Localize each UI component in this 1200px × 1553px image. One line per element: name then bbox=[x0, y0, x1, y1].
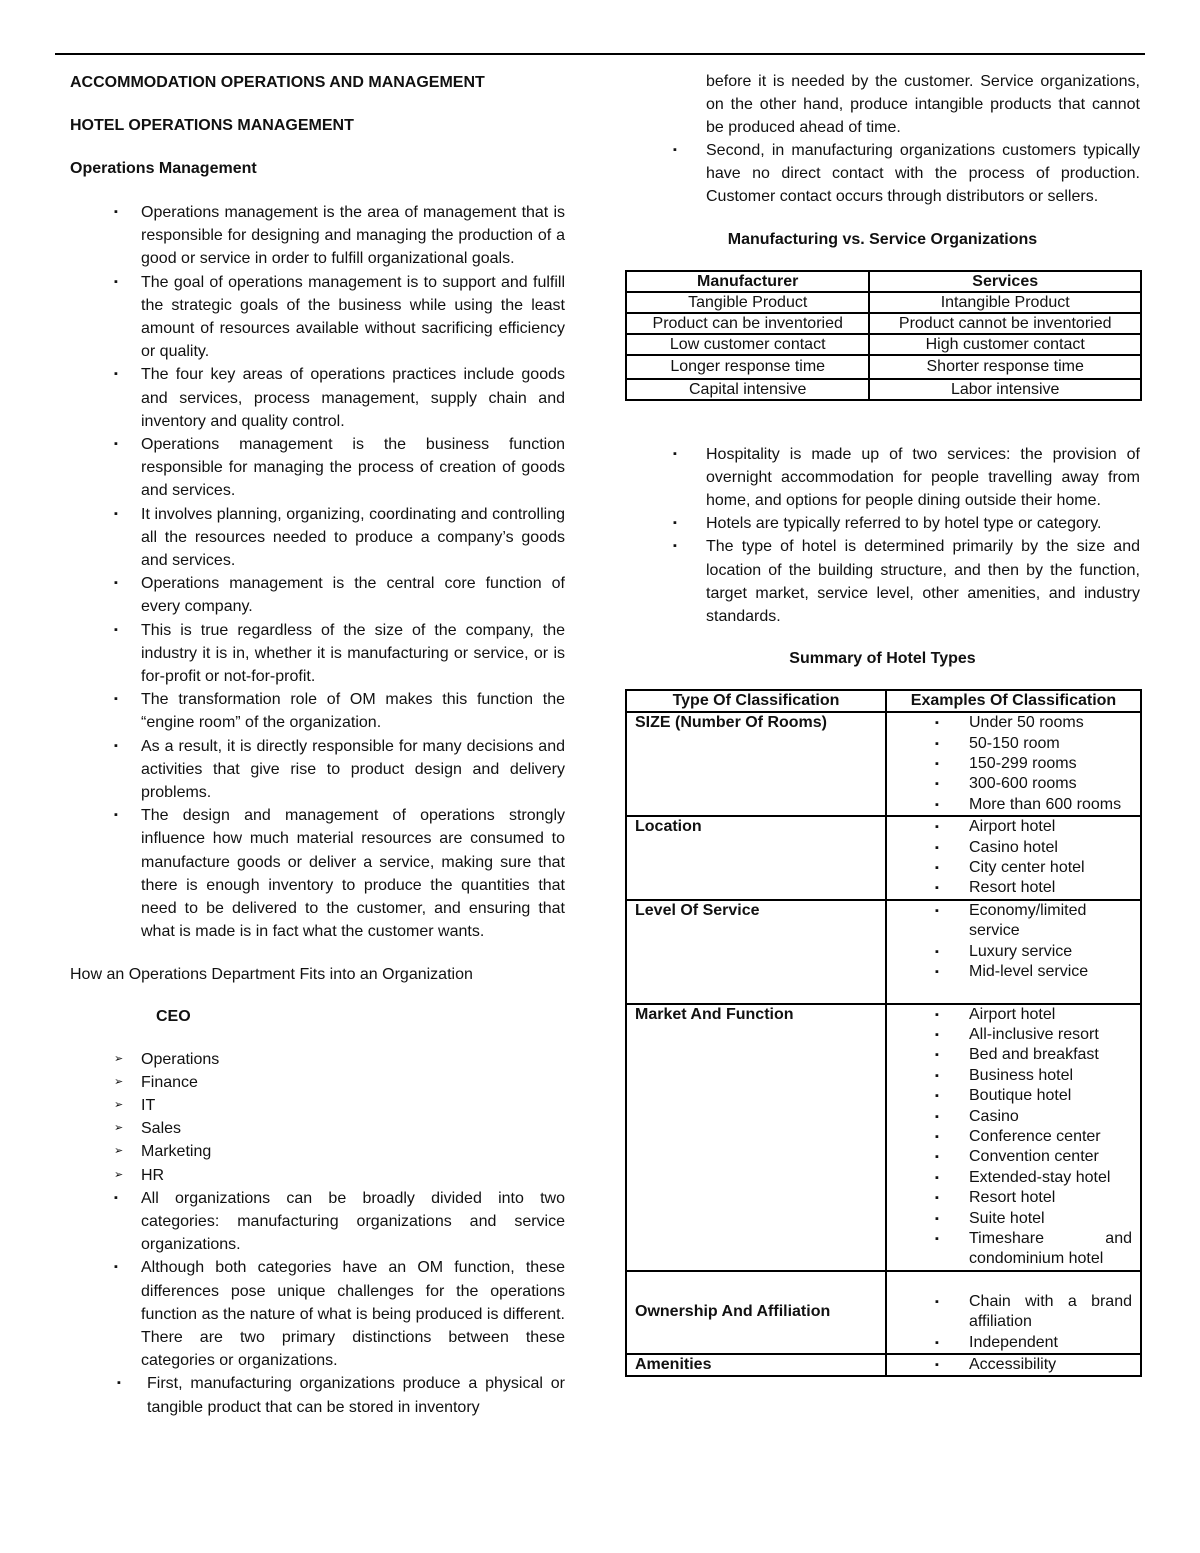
arrow-bullet-icon: ➢ bbox=[114, 1145, 124, 1158]
mvs-heading: Manufacturing vs. Service Organizations bbox=[727, 230, 1038, 248]
list-item: ▪ Conference center bbox=[895, 1127, 1132, 1147]
arrow-bullet-icon: ➢ bbox=[114, 1168, 124, 1181]
list-item: ▪ Resort hotel bbox=[895, 878, 1132, 898]
bullet-icon: ▪ bbox=[673, 144, 677, 156]
bullet-icon: ▪ bbox=[935, 1090, 939, 1103]
table-cell: Product can be inventoried bbox=[626, 313, 869, 334]
table-cell: Labor intensive bbox=[869, 379, 1141, 400]
classification-examples bbox=[886, 1004, 1141, 1271]
hotel-types-table bbox=[625, 689, 1142, 1377]
list-item: ▪ Boutique hotel bbox=[895, 1086, 1132, 1106]
table-header-row bbox=[626, 690, 1141, 712]
list-item: ▪ 150-299 rooms bbox=[895, 754, 1132, 774]
bullet-icon: ▪ bbox=[673, 517, 677, 530]
bullet-icon: ▪ bbox=[935, 1192, 939, 1205]
list-item: ▪ Timeshare and condominium hotel bbox=[935, 1229, 1132, 1268]
table-row bbox=[626, 1004, 1141, 1271]
table-row bbox=[626, 900, 1141, 1004]
bullet-icon: ▪ bbox=[114, 438, 118, 451]
list-item: ▪ Economy/limited service bbox=[935, 901, 1087, 940]
classification-examples bbox=[886, 1354, 1141, 1376]
right-column bbox=[625, 70, 1140, 1377]
list-item: ▪ Airport hotel bbox=[895, 1005, 1132, 1025]
list-item: ▪ Although both categories have an OM function, these differences pose unique challenges for the operations function as the nature of what is being produced is different. There are two primary distinctions between these categories or organizations. bbox=[70, 1256, 565, 1372]
list-item: ▪ More than 600 rooms bbox=[895, 795, 1132, 815]
bullet-icon: ▪ bbox=[935, 1049, 939, 1062]
classification-type: Market And Function bbox=[626, 1004, 886, 1271]
table-cell: Product cannot be inventoried bbox=[869, 313, 1141, 334]
bullet-icon: ▪ bbox=[935, 1151, 939, 1164]
table-row bbox=[626, 816, 1141, 900]
bullet-icon: ▪ bbox=[935, 1069, 939, 1082]
arrow-bullet-icon: ➢ bbox=[114, 1122, 124, 1135]
classification-type: Amenities bbox=[626, 1354, 886, 1376]
list-item: ▪ Independent bbox=[895, 1333, 1132, 1353]
list-item: ▪ Airport hotel bbox=[895, 817, 1132, 837]
list-item: ▪ The type of hotel is determined primarily by the size and location of the building structure, and then by the function, target market, service level, other amenities, and industry standards. bbox=[625, 535, 1140, 628]
table-cell: Low customer contact bbox=[626, 334, 869, 355]
table-row bbox=[626, 1271, 1141, 1354]
document-subtitle: HOTEL OPERATIONS MANAGEMENT bbox=[70, 117, 354, 134]
bullet-icon: ▪ bbox=[935, 1130, 939, 1143]
arrow-bullet-icon: ➢ bbox=[114, 1052, 124, 1065]
bullet-icon: ▪ bbox=[114, 739, 118, 752]
ceo-label: CEO bbox=[156, 1007, 191, 1025]
table-row bbox=[626, 712, 1141, 816]
classification-type: Ownership And Affiliation bbox=[626, 1271, 886, 1354]
table-cell: Shorter response time bbox=[869, 355, 1141, 379]
bullet-icon: ▪ bbox=[935, 1110, 939, 1123]
list-item: ▪ Luxury service bbox=[895, 942, 1132, 962]
column-header: Examples Of Classification bbox=[886, 690, 1141, 712]
bullet-icon: ▪ bbox=[935, 1336, 939, 1349]
list-item: ▪ Casino bbox=[895, 1107, 1132, 1127]
bullet-icon: ▪ bbox=[935, 862, 939, 875]
list-item: ▪ Under 50 rooms bbox=[895, 713, 1132, 733]
list-item: ▪ City center hotel bbox=[895, 858, 1132, 878]
bullet-icon: ▪ bbox=[114, 275, 118, 288]
bullet-icon: ▪ bbox=[935, 1008, 939, 1021]
table-row bbox=[626, 355, 1141, 379]
list-item: ▪ Operations management is the business function responsible for managing the process of creation of goods and services. bbox=[70, 433, 565, 503]
classification-examples bbox=[886, 816, 1141, 900]
table-cell: Longer response time bbox=[626, 355, 869, 379]
list-item: ▪ Resort hotel bbox=[895, 1188, 1132, 1208]
operations-bullet-list bbox=[70, 201, 565, 944]
list-item: ▪ First, manufacturing organizations produce a physical or tangible product that can be stored in inventory bbox=[70, 1372, 565, 1418]
bullet-icon: ▪ bbox=[935, 904, 939, 917]
bullet-icon: ▪ bbox=[935, 778, 939, 791]
bullet-icon: ▪ bbox=[117, 1377, 121, 1390]
bullet-icon: ▪ bbox=[114, 1191, 118, 1204]
list-item: ▪ This is true regardless of the size of the company, the industry it is in, whether it is manufacturing or service, or is for-profit or not-for-profit. bbox=[70, 619, 565, 689]
column-header: Manufacturer bbox=[626, 271, 869, 292]
list-item: ▪ Extended-stay hotel bbox=[895, 1168, 1132, 1188]
table-row bbox=[626, 292, 1141, 313]
list-item: ▪ All-inclusive resort bbox=[895, 1025, 1132, 1045]
column-header: Services bbox=[869, 271, 1141, 292]
hotel-types-heading: Summary of Hotel Types bbox=[789, 650, 976, 668]
table-row bbox=[626, 313, 1141, 334]
list-item: ▪ The design and management of operations strongly influence how much material resources are consumed to manufacture goods or deliver a service, making sure that there is enough inventory to produce the quantities that need to be delivered to the customer, and ensuring that what is made is in fact what the customer wants. bbox=[70, 804, 565, 943]
bullet-icon: ▪ bbox=[935, 1028, 939, 1041]
list-item: ▪ Accessibility bbox=[895, 1355, 1132, 1375]
classification-type: SIZE (Number Of Rooms) bbox=[626, 712, 886, 816]
bullet-icon: ▪ bbox=[114, 693, 118, 706]
bullet-icon: ▪ bbox=[114, 206, 118, 218]
list-item: ▪ The four key areas of operations practices include goods and services, process management, supply chain and inventory and quality control. bbox=[70, 363, 565, 433]
table-row bbox=[626, 334, 1141, 355]
table-cell: Intangible Product bbox=[869, 292, 1141, 313]
table-cell: High customer contact bbox=[869, 334, 1141, 355]
list-item: ▪ Operations management is the area of management that is responsible for designing and managing the production of a good or service in order to fulfill organizational goals. bbox=[70, 201, 565, 271]
bullet-icon: ▪ bbox=[935, 1232, 939, 1245]
bullet-icon: ▪ bbox=[673, 540, 677, 553]
classification-examples bbox=[886, 712, 1141, 816]
bullet-icon: ▪ bbox=[114, 368, 118, 381]
list-item: ▪ 50-150 room bbox=[895, 734, 1132, 754]
hospitality-bullet-list bbox=[625, 443, 1140, 629]
section-heading: Operations Management bbox=[70, 160, 257, 177]
list-item: ➢ HR bbox=[70, 1164, 565, 1187]
classification-type: Level Of Service bbox=[626, 900, 886, 1004]
list-item: ▪ The goal of operations management is to support and fulfill the strategic goals of the business while using the least amount of resources available without sacrificing efficiency or quality. bbox=[70, 271, 565, 364]
document-title: ACCOMMODATION OPERATIONS AND MANAGEMENT bbox=[70, 74, 485, 91]
list-item: ▪ Hospitality is made up of two services: the provision of overnight accommodation for people travelling away from home, and options for people dining outside their home. bbox=[625, 443, 1140, 513]
table-cell: Capital intensive bbox=[626, 379, 869, 400]
list-item: ➢ Operations bbox=[70, 1048, 565, 1071]
bullet-icon: ▪ bbox=[935, 1295, 939, 1308]
arrow-bullet-icon: ➢ bbox=[114, 1075, 124, 1088]
bullet-icon: ▪ bbox=[114, 809, 118, 822]
bullet-icon: ▪ bbox=[114, 623, 118, 636]
list-item: ▪ Hotels are typically referred to by hotel type or category. bbox=[625, 512, 1140, 535]
table-header-row bbox=[626, 271, 1141, 292]
bullet-icon: ▪ bbox=[114, 507, 118, 520]
bullet-icon: ▪ bbox=[935, 882, 939, 895]
table-row bbox=[626, 379, 1141, 400]
bullet-icon: ▪ bbox=[935, 966, 939, 979]
bullet-icon: ▪ bbox=[114, 577, 118, 590]
left-column bbox=[70, 70, 565, 1419]
list-item: ➢ Sales bbox=[70, 1117, 565, 1140]
bullet-icon: ▪ bbox=[935, 717, 939, 730]
continuation-text: before it is needed by the customer. Service organizations, on the other hand, produce intangible products that cannot be produced ahead of time. bbox=[706, 73, 1140, 136]
bullet-icon: ▪ bbox=[935, 1359, 939, 1372]
bullet-icon: ▪ bbox=[935, 945, 939, 958]
bullet-icon: ▪ bbox=[673, 447, 677, 460]
list-item: ▪ Chain with a brand affiliation bbox=[935, 1292, 1132, 1331]
bullet-icon: ▪ bbox=[114, 1261, 118, 1274]
list-item: ▪ All organizations can be broadly divided into two categories: manufacturing organizations and service organizations. bbox=[70, 1187, 565, 1257]
bullet-icon: ▪ bbox=[935, 821, 939, 834]
table-cell: Tangible Product bbox=[626, 292, 869, 313]
list-item: ➢ IT bbox=[70, 1094, 565, 1117]
org-fit-heading: How an Operations Department Fits into an Organization bbox=[70, 965, 473, 983]
manufacturing-vs-service-table bbox=[625, 270, 1142, 401]
bullet-icon: ▪ bbox=[935, 841, 939, 854]
list-item: ▪ Operations management is the central core function of every company. bbox=[70, 572, 565, 618]
classification-examples bbox=[886, 1271, 1141, 1354]
list-item: ▪ Convention center bbox=[895, 1147, 1132, 1167]
list-item: ▪ As a result, it is directly responsible for many decisions and activities that give rise to product design and delivery problems. bbox=[70, 735, 565, 805]
classification-type: Location bbox=[626, 816, 886, 900]
bullet-icon: ▪ bbox=[935, 1212, 939, 1225]
table-row bbox=[626, 1354, 1141, 1376]
list-item: ▪ Casino hotel bbox=[895, 838, 1132, 858]
bullet-icon: ▪ bbox=[935, 758, 939, 771]
column-header: Type Of Classification bbox=[626, 690, 886, 712]
top-rule bbox=[55, 53, 1145, 55]
arrow-bullet-icon: ➢ bbox=[114, 1098, 124, 1111]
list-item: ➢ Finance bbox=[70, 1071, 565, 1094]
list-item: ▪ Suite hotel bbox=[895, 1209, 1132, 1229]
list-item: ▪ Business hotel bbox=[895, 1066, 1132, 1086]
list-item: ➢ Marketing bbox=[70, 1140, 565, 1163]
bullet-icon: ▪ bbox=[935, 798, 939, 811]
bullet-icon: ▪ bbox=[935, 1171, 939, 1184]
list-item: ▪ The transformation role of OM makes this function the “engine room” of the organization. bbox=[70, 688, 565, 734]
list-item: ▪ 300-600 rooms bbox=[895, 774, 1132, 794]
list-item: ▪ Mid-level service bbox=[895, 962, 1132, 982]
classification-examples bbox=[886, 900, 1141, 1004]
list-item: ▪ It involves planning, organizing, coordinating and controlling all the resources needed to produce a company’s goods and services. bbox=[70, 503, 565, 573]
bullet-icon: ▪ bbox=[935, 737, 939, 750]
list-item: ▪ Bed and breakfast bbox=[895, 1045, 1132, 1065]
department-list bbox=[70, 1048, 565, 1419]
second-distinction-list bbox=[625, 139, 1140, 209]
list-item: ▪ Second, in manufacturing organizations customers typically have no direct contact with the process of production. Customer contact occurs through distributors or sellers. bbox=[625, 139, 1140, 209]
